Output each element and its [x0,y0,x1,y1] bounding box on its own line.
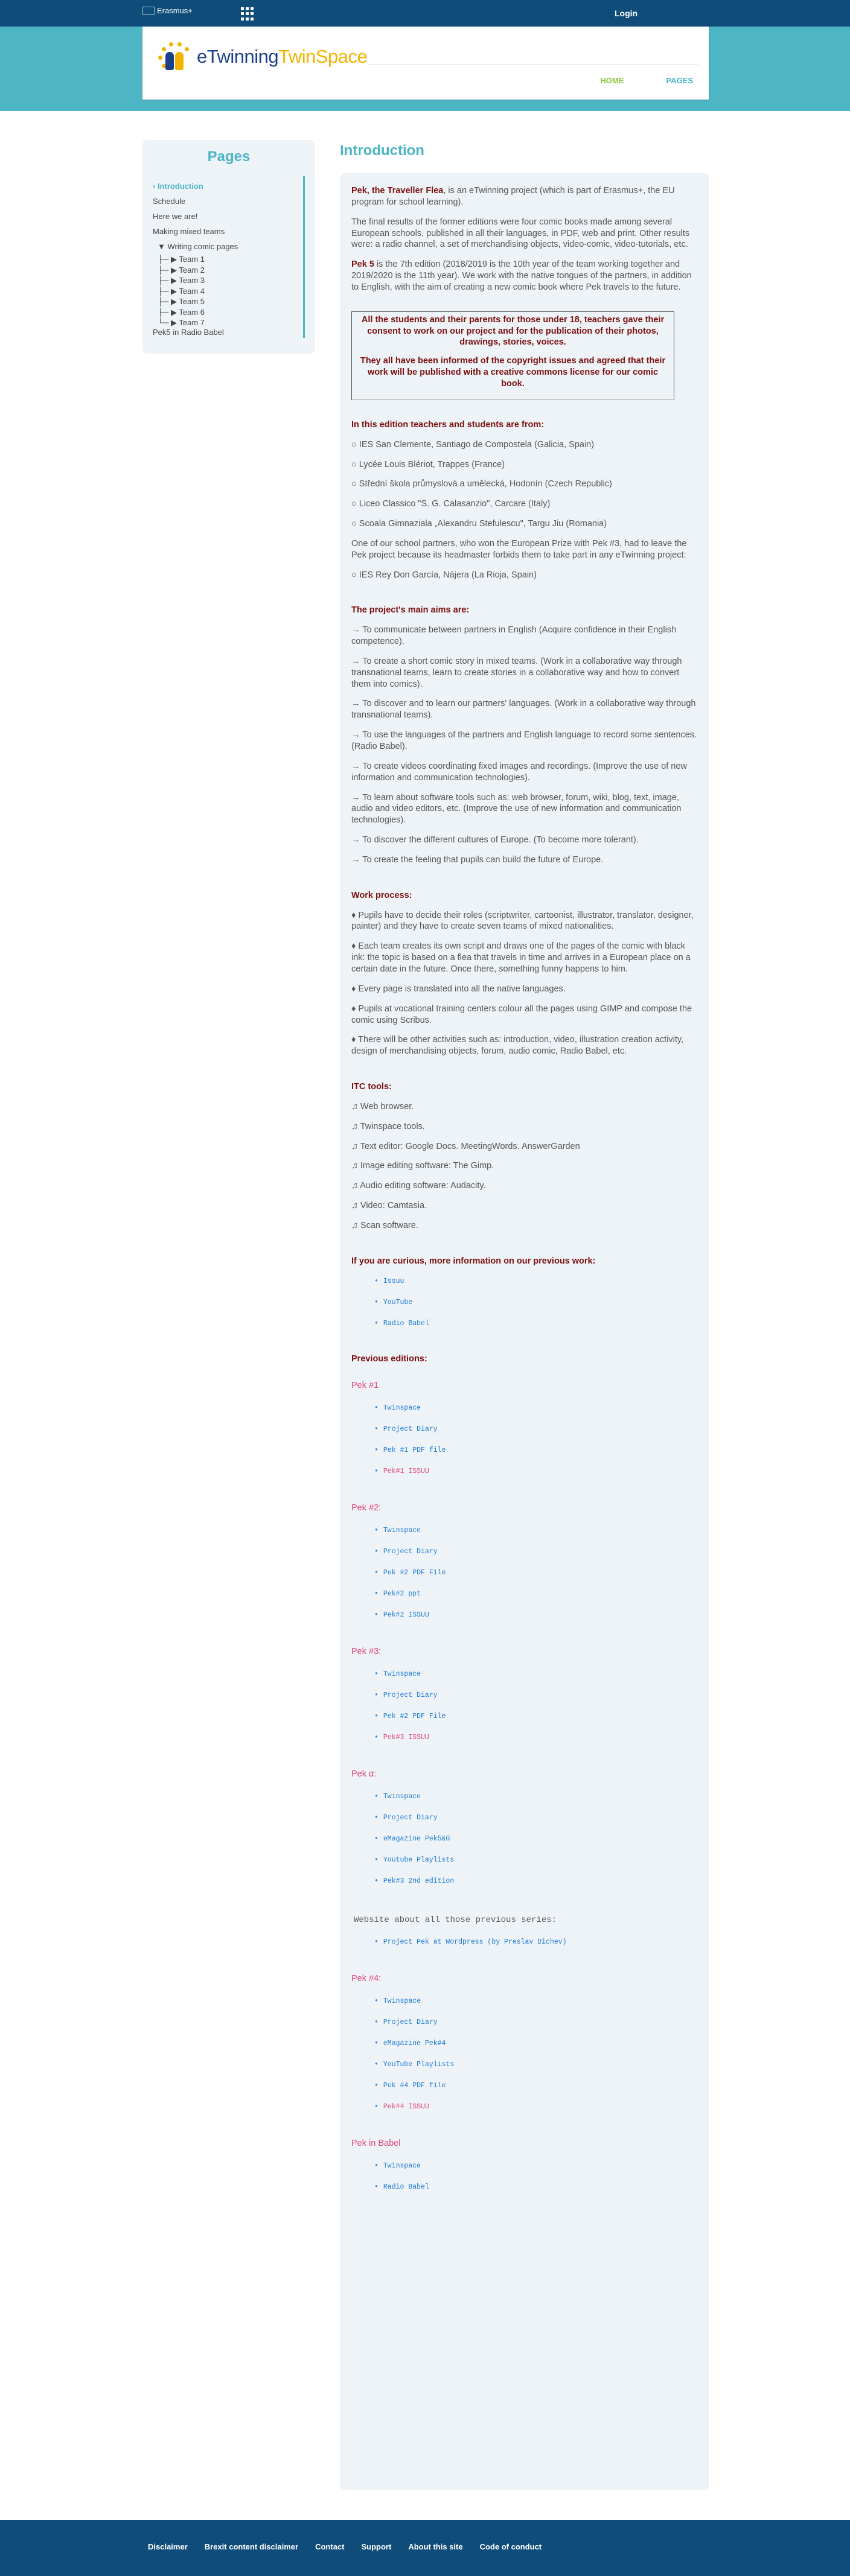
link-pek-3-2nd-edition[interactable]: • Pek#3 2nd edition [374,1877,455,1885]
partner-extra: ○ IES Rey Don García, Nájera (La Rioja, Spain) [351,570,537,580]
pages-sidebar [142,140,315,354]
link-youtube-playlists[interactable]: • YouTube Playlists [374,2060,455,2069]
link-project-diary[interactable]: • Project Diary [374,2018,438,2026]
link-twinspace[interactable]: • Twinspace [374,2161,421,2170]
aim-item-4: → To use the languages of the partners and English language to record some sentences. (Radio Babel). [351,730,697,751]
sidebar-title: Pages [207,148,251,165]
sidebar-item-writing-comic-pages[interactable]: ▼ Writing comic pages [158,242,238,251]
link-text: Twinspace [383,2161,421,2170]
logo-sub: TwinSpace [278,46,368,67]
sidebar-menu [153,179,238,337]
work-step-4: ♦ Pupils at vocational training centers colour all the pages using GIMP and compose the comic using Scribus. [351,1003,692,1025]
itc-list [351,1101,698,1232]
aim-item-6: → To learn about software tools such as: web browser, forum, wiki, blog, text, image, audio and video editors, etc. (Improve the use of new information and communication technologies). [351,792,682,825]
intro-paragraph-1 [351,185,698,208]
link-text: Twinspace [383,1997,421,2005]
aim-item-7: → To discover the different cultures of Europe. (To become more tolerant). [351,835,639,845]
link-text: eMagazine Pek#4 [383,2039,446,2047]
link-text: Pek#1 ISSUU [383,1468,429,1476]
link-text: YouTube Playlists [383,2060,455,2069]
link-text: Pek#2 ppt [383,1590,421,1598]
link-twinspace[interactable]: • Twinspace [374,1670,421,1678]
content-panel [340,173,709,2490]
previous-title: Previous editions: [351,1353,427,1364]
work-step-2: ♦ Each team creates its own script and draws one of the pages of the comic with black ink: the topic is based on a flea that travels in time and arrives in a European place on a certain date in the future. Once there, something funny happens to him. [351,941,691,974]
link-text: Pek #4 PDF file [383,2081,446,2090]
link-pek-4-pdf-file[interactable]: • Pek #4 PDF file [374,2081,446,2090]
link-project-diary[interactable]: • Project Diary [374,1813,438,1822]
login-link[interactable]: Login [615,8,638,18]
nav-home[interactable]: HOME [600,76,624,85]
erasmus-link[interactable] [142,6,193,15]
sidebar-item-here-we-are[interactable]: Here we are! [153,212,198,221]
consent-text-2: They all have been informed of the copyright issues and agreed that their work will be published with a creative commons license for our comic book. [360,356,666,389]
consent-text-1: All the students and their parents for those under 18, teachers gave their consent to work on our project and for the publication of their photos, drawings, stories, voices. [361,314,665,348]
link-text: Issuu [383,1277,404,1285]
link-text: Project Diary [383,1425,438,1434]
etwinning-logo[interactable] [156,40,367,74]
link-pek-2-issuu[interactable]: • Pek#2 ISSUU [374,1611,429,1620]
partner-item-3: ○ Střední škola průmyslová a umělecká, Hodonín (Czech Republic) [351,479,612,489]
aims-list [351,625,698,866]
aim-item-8: → To create the feeling that pupils can build the future of Europe. [351,854,604,865]
link-text: Pek#2 ISSUU [383,1611,429,1620]
aim-item-1: → To communicate between partners in English (Acquire confidence in their English competence). [351,625,677,647]
project-name: Pek, the Traveller Flea [351,186,444,196]
itc-tool-6: ♫ Video: Camtasia. [351,1201,427,1211]
link-text: Youtube Playlists [383,1856,455,1864]
sidebar-item-team-6[interactable]: ├─ ▶ Team 6 [158,307,205,317]
erasmus-label: Erasmus+ [157,6,193,15]
pek1-label: Pek #1 [351,1381,379,1391]
itc-tool-5: ♫ Audio editing software: Audacity. [351,1181,486,1191]
link-pek-1-pdf-file[interactable]: • Pek #1 PDF file [374,1446,446,1455]
pek3-links [374,1668,698,1753]
link-text: Twinspace [383,1670,421,1678]
pek1-links [374,1402,698,1487]
babel-label: Pek in Babel [351,2138,401,2148]
work-title: Work process: [351,890,412,900]
intro-paragraph-2: The final results of the former editions were four comic books made among several European schools, published in all their languages, in PDF, web and print. Other results were: a radio channel, a set of merchandising objects, video-comic, video-tutorials, etc. [351,217,690,250]
erasmus-logo-icon [142,7,155,15]
work-step-3: ♦ Every page is translated into all the native languages. [351,984,566,994]
link-pek-4-issuu[interactable]: • Pek#4 ISSUU [374,2102,429,2111]
footer-link-about-this-site[interactable]: About this site [408,2542,463,2551]
link-pek-3-issuu[interactable]: • Pek#3 ISSUU [374,1734,429,1741]
curious-links [374,1276,698,1339]
main-nav [600,76,693,85]
link-text: Pek#3 2nd edition [383,1877,455,1885]
sidebar-item-introduction[interactable]: › Introduction [153,182,203,191]
link-youtube-playlists[interactable]: • Youtube Playlists [374,1856,455,1864]
logo-main: eTwinning [197,46,279,67]
page-title: Introduction [340,142,424,159]
link-twinspace[interactable]: • Twinspace [374,1527,421,1535]
link-pek-2-pdf-file[interactable]: • Pek #2 PDF File [374,1713,446,1720]
partners-note: One of our school partners, who won the European Prize with Pek #3, had to leave the Pek project because its headmaster forbids them to take part in any eTwinning project: [351,538,687,560]
partner-item-2: ○ Lycée Louis Blériot, Trappes (France) [351,459,505,469]
link-text: eMagazine Pek5&G [383,1834,450,1843]
sidebar-item-team-4[interactable]: ├─ ▶ Team 4 [158,286,205,296]
link-text: Project Diary [383,1691,438,1699]
link-text: Pek #2 PDF File [383,1713,446,1720]
link-text: YouTube [383,1298,413,1306]
link-text: Twinspace [383,1527,421,1535]
link-project-diary[interactable]: • Project Diary [374,1691,438,1699]
sidebar-item-team-3[interactable]: ├─ ▶ Team 3 [158,276,205,285]
logo-text [197,46,367,68]
hero-band [0,27,850,111]
pek2-label: Pek #2: [351,1503,382,1513]
link-emagazine-pek5-g[interactable]: • eMagazine Pek5&G [374,1834,450,1843]
link-text: Project Diary [383,2018,438,2026]
curious-title: If you are curious, more information on our previous work: [351,1256,596,1266]
link-project-pek-wordpress[interactable]: • Project Pek at Wordpress (by Preslav Dichev) [374,1938,567,1947]
footer [0,2520,850,2576]
footer-link-code-of-conduct[interactable]: Code of conduct [479,2542,542,2551]
website-title: Website about all those previous series: [354,1915,557,1925]
sidebar-item-radio-babel[interactable]: Pek5 in Radio Babel [153,328,224,337]
footer-link-brexit-content-disclaimer[interactable]: Brexit content disclaimer [204,2542,299,2551]
link-pek-2-pdf-file[interactable]: • Pek #2 PDF File [374,1569,446,1577]
link-pek-1-issuu[interactable]: • Pek#1 ISSUU [374,1468,429,1476]
website-links [374,1936,698,1957]
link-text: Pek#3 ISSUU [383,1734,429,1741]
partner-item-5: ○ Scoala Gimnaziala „Alexandru Stefulescu", Targu Jiu (Romania) [351,519,607,529]
link-project-diary[interactable]: • Project Diary [374,1548,438,1556]
sidebar-scrollbar[interactable] [303,176,305,338]
partner-item-4: ○ Liceo Classico "S. G. Calasanzio", Carcare (Italy) [351,499,551,509]
sidebar-item-team-1[interactable]: ├─ ▶ Team 1 [158,255,205,264]
babel-links [374,2160,698,2202]
top-bar [0,0,850,27]
edition-name: Pek 5 [351,259,374,270]
pek5-label: Pek #4: [351,1974,382,1984]
pek4-label: Pek α: [351,1769,377,1779]
footer-link-disclaimer[interactable]: Disclaimer [148,2542,188,2551]
link-twinspace[interactable]: • Twinspace [374,1792,421,1801]
work-step-5: ♦ There will be other activities such as: introduction, video, illustration creation activity, design of merchandising objects, forum, audio comic, Radio Babel, etc. [351,1035,684,1057]
pek3-label: Pek #3: [351,1647,382,1657]
link-project-diary[interactable]: • Project Diary [374,1425,438,1434]
header-divider [367,64,698,65]
itc-title: ITC tools: [351,1082,392,1092]
partner-item-1: ○ IES San Clemente, Santiago de Compostela (Galicia, Spain) [351,439,595,450]
link-radio-babel[interactable]: • Radio Babel [374,1319,429,1328]
footer-link-contact[interactable]: Contact [315,2542,345,2551]
itc-tool-4: ♫ Image editing software: The Gimp. [351,1161,494,1171]
link-text: Project Diary [383,1548,438,1556]
link-text: Twinspace [383,1404,421,1413]
header-card [142,27,709,100]
link-emagazine-pek-4[interactable]: • eMagazine Pek#4 [374,2039,446,2047]
pek2-links [374,1525,698,1630]
link-text: Project Pek at Wordpress (by Preslav Dichev) [383,1938,567,1947]
itc-tool-3: ♫ Text editor: Google Docs. MeetingWords. AnswerGarden [351,1141,580,1151]
etwinning-emblem-icon [156,40,192,74]
aim-item-5: → To create videos coordinating fixed images and recordings. (Improve the use of new information and communication technologies). [351,761,687,783]
work-step-1: ♦ Pupils have to decide their roles (scriptwriter, cartoonist, illustrator, translator, designer, painter) and they have to create seven teams of mixed nationalities. [351,910,694,932]
sidebar-item-making-mixed-teams[interactable]: Making mixed teams [153,227,225,236]
link-text: Pek #2 PDF File [383,1569,446,1577]
link-twinspace[interactable]: • Twinspace [374,1997,421,2005]
footer-link-support[interactable]: Support [361,2542,392,2551]
link-youtube[interactable]: • YouTube [374,1298,413,1306]
partners-title: In this edition teachers and students are from: [351,419,545,430]
link-text: Radio Babel [383,1319,429,1328]
link-pek-2-ppt[interactable]: • Pek#2 ppt [374,1590,421,1598]
itc-tool-2: ♫ Twinspace tools. [351,1121,425,1131]
footer-links [148,2542,542,2551]
link-radio-babel[interactable]: • Radio Babel [374,2183,429,2191]
link-issuu[interactable]: • Issuu [374,1277,404,1285]
aim-item-3: → To discover and to learn our partners' languages. (Work in a collaborative way through transnational teams). [351,699,696,720]
consent-notice [351,311,674,400]
partners-list [351,439,698,530]
link-text: Project Diary [383,1813,438,1822]
sidebar-item-team-2[interactable]: ├─ ▶ Team 2 [158,265,205,275]
pek5-links [374,1996,698,2122]
apps-grid-icon[interactable] [241,7,254,21]
content-body [351,185,698,2202]
link-twinspace[interactable]: • Twinspace [374,1404,421,1413]
sidebar-item-schedule[interactable]: Schedule [153,197,186,206]
aims-title: The project's main aims are: [351,605,470,615]
itc-tool-1: ♫ Web browser. [351,1101,414,1111]
link-text: Twinspace [383,1792,421,1801]
pek4-links [374,1791,698,1897]
intro-text-3: is the 7th edition (2018/2019 is the 10th year of the team working together and 2019/2020 is the 11th year). We work with the native tongues of the partners, in addition to English, with the aim of creating a new comic book where Pek travels to the future. [351,259,692,292]
intro-text-1: , is an eTwinning project (which is part of Erasmus+, the EU program for school learning). [351,186,675,207]
link-text: Radio Babel [383,2183,429,2191]
link-text: Pek #1 PDF file [383,1446,446,1455]
sidebar-item-team-7[interactable]: └─ ▶ Team 7 [158,318,205,327]
itc-tool-7: ♫ Scan software. [351,1220,418,1230]
work-list [351,910,698,1057]
sidebar-item-team-5[interactable]: ├─ ▶ Team 5 [158,297,205,306]
intro-paragraph-3 [351,259,698,293]
nav-pages[interactable]: PAGES [666,76,693,85]
link-text: Pek#4 ISSUU [383,2102,429,2111]
aim-item-2: → To create a short comic story in mixed teams. (Work in a collaborative way through transnational teams, learn to create stories in a collaborative way and how to convert them into comics). [351,656,682,689]
